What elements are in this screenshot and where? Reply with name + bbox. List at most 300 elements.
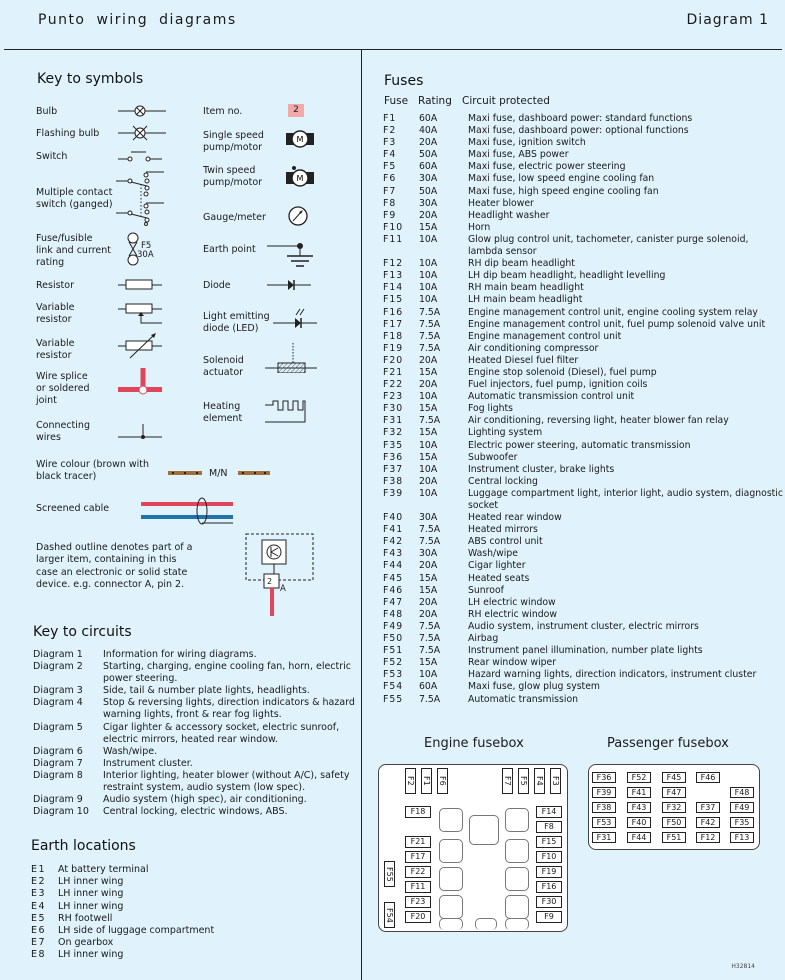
fuse-slot[interactable]: F23 [405, 896, 431, 908]
fuse-slot[interactable]: F36 [592, 772, 616, 783]
motor-icon [285, 129, 315, 149]
fuse-row [383, 331, 785, 343]
fuse-rating: 7.5A [419, 536, 441, 548]
variable-resistor-2-icon [118, 332, 164, 360]
symbol-label: Multiple contact switch (ganged) [36, 187, 113, 210]
fuse-slot[interactable]: F19 [536, 866, 562, 878]
fuse-id: F40 [383, 512, 404, 524]
fuse-circuit: Air conditioning compressor [468, 342, 599, 354]
fuse-slot[interactable]: F2 [405, 768, 416, 794]
fuse-rating: 15A [419, 657, 438, 669]
fuse-row [383, 488, 785, 512]
relay-socket-large [469, 815, 499, 845]
page-title: Punto wiring diagrams [38, 12, 237, 28]
fuse-row [383, 210, 785, 222]
earth-row: E8 LH inner wing [31, 949, 124, 961]
fuse-id: F42 [383, 536, 404, 548]
fuse-id: F32 [383, 427, 404, 439]
fuse-id: F49 [383, 620, 404, 632]
fuse-circuit: Headlight washer [468, 209, 550, 221]
fuse-row [383, 307, 785, 319]
fuse-circuit: Electric power steering, automatic transmission [468, 439, 691, 451]
fuse-rating: 10A [419, 282, 438, 294]
fuse-slot[interactable]: F41 [627, 787, 651, 798]
earth-row: E7 On gearbox [31, 937, 114, 949]
resistor-icon [118, 278, 162, 292]
fuse-rating: 7.5A [419, 633, 441, 645]
circuits-list [33, 649, 365, 818]
fuse-id: F23 [383, 391, 404, 403]
fuse-rating: 15A [419, 427, 438, 439]
circuit-row: Diagram 4 Stop & reversing lights, direction indicators & hazard warning lights, front & rear fog lights. [33, 697, 355, 721]
fuse-slot[interactable]: F48 [730, 787, 754, 798]
relay-socket [505, 918, 529, 930]
twin-motor-icon [285, 164, 315, 188]
fuse-slot[interactable]: F35 [730, 817, 754, 828]
symbol-label: Item no. [203, 106, 243, 117]
fuse-row [383, 560, 785, 572]
fuse-slot[interactable]: F15 [536, 836, 562, 848]
wire-splice-icon [118, 368, 164, 398]
fuse-row [383, 125, 785, 137]
fuse-rating: 50A [419, 149, 438, 161]
symbols-title: Key to symbols [37, 71, 144, 87]
fuse-rating: 30A [419, 197, 438, 209]
fuse-circuit: Engine management control unit, fuel pump solenoid valve unit [468, 318, 766, 330]
column-divider [361, 49, 362, 980]
fuse-slot[interactable]: F44 [627, 832, 651, 843]
fuse-row [383, 633, 785, 645]
fuse-rating: 7.5A [419, 306, 441, 318]
fuse-id: F19 [383, 342, 404, 354]
fuse-slot[interactable]: F31 [592, 832, 616, 843]
fuse-id: F36 [383, 451, 404, 463]
diode-icon [267, 278, 313, 292]
fuse-row [383, 657, 785, 669]
fuse-rating: 60A [419, 113, 438, 124]
fuse-row [383, 161, 785, 173]
fuse-id: F13 [383, 270, 404, 282]
fuse-circuit: Wash/wipe [468, 548, 518, 560]
fuse-circuit: Air conditioning, reversing light, heater blower fan relay [468, 415, 729, 427]
fuse-circuit: Engine management control unit, engine cooling system relay [468, 306, 758, 318]
fuse-slot[interactable]: F7 [502, 768, 513, 794]
fuse-circuit: Instrument panel illumination, number plate lights [468, 645, 703, 657]
earth-row: E4 LH inner wing [31, 900, 124, 912]
fuse-rating: 20A [419, 354, 438, 366]
fuse-row [383, 548, 785, 560]
fuse-rating: 7.5A [419, 620, 441, 632]
circuit-row: Diagram 9 Audio system (high spec), air conditioning. [33, 794, 307, 806]
fuse-rating: 10A [419, 270, 438, 282]
fuse-rating: 15A [419, 572, 438, 584]
fuse-rating: 10A [419, 294, 438, 306]
fuse-slot[interactable]: F46 [696, 772, 720, 783]
earth-row: E1 At battery terminal [31, 864, 149, 875]
symbol-label: Gauge/meter [203, 212, 266, 223]
fuse-circuit: Airbag [468, 633, 499, 645]
fuse-id: F3 [383, 137, 397, 149]
fuse-slot[interactable]: F54 [384, 902, 395, 928]
fuse-slot[interactable]: F55 [384, 861, 395, 887]
fuse-row [383, 694, 785, 706]
wire-colour-code: M/N [209, 468, 228, 479]
fuse-circuit: Maxi fuse, ABS power [468, 149, 569, 161]
fuse-row [383, 440, 785, 452]
relay-socket [505, 808, 529, 832]
svg-text:M: M [296, 135, 304, 144]
fuse-slot[interactable]: F3 [550, 768, 561, 794]
fuse-rating: 10A [419, 258, 438, 270]
fuse-slot[interactable]: F50 [662, 817, 686, 828]
fuse-rating: 7.5A [419, 330, 441, 342]
fuse-id: F31 [383, 415, 404, 427]
fuse-row [383, 585, 785, 597]
relay-socket [439, 895, 463, 919]
symbol-label: Variable resistor [36, 302, 75, 325]
fuse-id: F39 [383, 487, 404, 499]
fuse-circuit: Fog lights [468, 403, 514, 415]
symbol-label: Wire colour (brown with black tracer) [36, 459, 150, 482]
fuse-id: F53 [383, 669, 404, 681]
fuse-slot[interactable]: F17 [405, 851, 431, 863]
fuse-id: F52 [383, 657, 404, 669]
fuse-row [383, 355, 785, 367]
fuse-circuit: RH electric window [468, 608, 557, 620]
earth-title: Earth locations [31, 838, 136, 854]
fuse-rating: 15A [419, 451, 438, 463]
fuse-id: F7 [383, 185, 397, 197]
fuse-id: F50 [383, 633, 404, 645]
fuse-circuit: Audio system, instrument cluster, electric mirrors [468, 620, 699, 632]
fuse-id: F45 [383, 572, 404, 584]
fuse-row [383, 222, 785, 234]
circuits-title: Key to circuits [33, 624, 132, 640]
fuse-slot[interactable]: F4 [534, 768, 545, 794]
fuse-rating: 15A [419, 403, 438, 415]
dashed-outline-example-icon [244, 532, 316, 616]
fuse-rating: 50A [419, 185, 438, 197]
fuse-circuit: Heated rear window [468, 512, 562, 524]
fuses-title: Fuses [384, 73, 424, 89]
fuse-id: F46 [383, 584, 404, 596]
relay-socket [505, 895, 529, 919]
fuse-slot[interactable]: F5 [518, 768, 529, 794]
rating-col-header: Rating [418, 95, 452, 107]
relay-socket [439, 839, 463, 863]
relay-socket [505, 839, 529, 863]
fuse-id: F55 [383, 693, 404, 705]
fuse-id: F9 [383, 209, 397, 221]
fuse-rating: 20A [419, 596, 438, 608]
fuse-circuit: RH dip beam headlight [468, 258, 575, 270]
symbol-label: Flashing bulb [36, 128, 100, 139]
fuse-rating: 7.5A [419, 415, 441, 427]
earth-row: E2 LH inner wing [31, 876, 124, 888]
fuse-rating: 20A [419, 475, 438, 487]
flashing-bulb-icon [118, 125, 166, 141]
symbol-label: Connecting wires [36, 420, 90, 443]
heating-element-icon [265, 400, 307, 426]
circuit-col-header: Circuit protected [462, 95, 550, 107]
fuse-slot[interactable]: F42 [696, 817, 720, 828]
fuse-circuit: RH main beam headlight [468, 282, 584, 294]
fuse-slot[interactable]: F21 [405, 836, 431, 848]
fuse-row [383, 597, 785, 609]
fuse-slot[interactable]: F8 [536, 821, 562, 833]
fuse-row [383, 186, 785, 198]
fuse-slot[interactable]: F1 [421, 768, 432, 794]
fuse-slot[interactable]: F49 [730, 802, 754, 813]
fuse-slot[interactable]: F30 [536, 896, 562, 908]
fuse-slot[interactable]: F18 [405, 806, 431, 818]
earth-row: E6 LH side of luggage compartment [31, 925, 215, 937]
fuse-id: F8 [383, 197, 397, 209]
fuse-col-header: Fuse [384, 95, 409, 107]
fuse-slot[interactable]: F10 [536, 851, 562, 863]
fuse-id: F21 [383, 366, 404, 378]
item-number-badge: 2 [288, 104, 304, 117]
fuse-table [383, 113, 785, 706]
earth-list [31, 864, 214, 962]
fuse-row [383, 234, 785, 258]
relay-socket [439, 867, 463, 891]
fuse-rating: 30A [419, 173, 438, 185]
fuse-id: F16 [383, 306, 404, 318]
fuse-rating: 60A [419, 161, 438, 173]
fuse-slot[interactable]: F20 [405, 911, 431, 923]
fuse-circuit: Maxi fuse, glow plug system [468, 681, 600, 693]
fuse-row [383, 173, 785, 185]
fuse-slot[interactable]: F11 [405, 881, 431, 893]
earth-row: E5 RH footwell [31, 912, 113, 924]
symbol-label: Light emitting diode (LED) [203, 311, 270, 334]
symbol-label: Twin speed pump/motor [203, 165, 263, 188]
fuse-circuit: ABS control unit [468, 536, 543, 548]
symbol-label: Switch [36, 151, 68, 162]
fuse-slot[interactable]: F6 [437, 768, 448, 794]
fuse-row [383, 669, 785, 681]
fuse-id: F37 [383, 463, 404, 475]
connector-pin: 2 [267, 577, 273, 586]
fuse-slot[interactable]: F37 [696, 802, 720, 813]
fuse-rating: 60A [419, 681, 438, 693]
fuse-rating: 30A [137, 250, 154, 260]
fuse-circuit: Maxi fuse, ignition switch [468, 137, 586, 149]
fuse-rating: 7.5A [419, 342, 441, 354]
fuse-circuit: Engine management control unit [468, 330, 622, 342]
fuse-id: F1 [383, 113, 397, 124]
variable-resistor-icon [118, 302, 164, 326]
fuse-row [383, 367, 785, 379]
fuse-rating: 7.5A [419, 693, 441, 705]
fuse-slot[interactable]: F45 [662, 772, 686, 783]
fuse-id: F30 [383, 403, 404, 415]
relay-socket [475, 918, 497, 930]
fuse-row [383, 573, 785, 585]
fuse-rating: 7.5A [419, 318, 441, 330]
earth-row: E3 LH inner wing [31, 888, 124, 900]
fuse-rating: 15A [419, 221, 438, 233]
symbol-label: Solenoid actuator [203, 355, 244, 378]
fuse-circuit: Subwoofer [468, 451, 518, 463]
fuse-circuit: Maxi fuse, electric power steering [468, 161, 626, 173]
fuse-slot[interactable]: F51 [662, 832, 686, 843]
fuse-circuit: Heated seats [468, 572, 530, 584]
fuse-rating: 7.5A [419, 524, 441, 536]
fuse-circuit: Maxi fuse, high speed engine cooling fan [468, 185, 659, 197]
fuse-circuit: Luggage compartment light, interior light, audio system, diagnostic socket [468, 487, 783, 511]
fuse-circuit: Sunroof [468, 584, 504, 596]
fuse-id: F14 [383, 282, 404, 294]
fuse-row [383, 512, 785, 524]
fuse-id: F38 [383, 475, 404, 487]
fuse-circuit: Instrument cluster, brake lights [468, 463, 615, 475]
fuse-slot[interactable]: F47 [662, 787, 686, 798]
symbol-label: Variable resistor [36, 338, 75, 361]
fuse-rating: 20A [419, 379, 438, 391]
connecting-wires-icon [118, 422, 164, 442]
fuse-row [383, 536, 785, 548]
fuse-slot[interactable]: F22 [405, 866, 431, 878]
fuse-slot[interactable]: F9 [536, 911, 562, 923]
symbol-label: Fuse/fusible link and current rating [36, 233, 111, 268]
fuse-slot[interactable]: F38 [592, 802, 616, 813]
header-divider [4, 49, 782, 50]
fuse-row [383, 621, 785, 633]
fuse-circuit: Central locking [468, 475, 538, 487]
fuse-row [383, 113, 785, 125]
dashed-outline-note: Dashed outline denotes part of a larger item, containing in this case an electronic or solid state device. e.g. connector A, pin 2. [36, 542, 193, 590]
fuse-rating: 7.5A [419, 645, 441, 657]
fuse-row [383, 258, 785, 270]
fuse-circuit: LH main beam headlight [468, 294, 583, 306]
relay-socket [505, 867, 529, 891]
fuse-slot[interactable]: F40 [627, 817, 651, 828]
fuse-rating: 30A [419, 548, 438, 560]
fuse-id: F43 [383, 548, 404, 560]
symbol-label: Resistor [36, 280, 74, 291]
fuse-circuit: Automatic transmission control unit [468, 391, 635, 403]
figure-code: H32814 [731, 963, 755, 970]
led-icon [273, 306, 319, 330]
fuse-circuit: LH electric window [468, 596, 556, 608]
fuse-rating: 40A [419, 125, 438, 137]
fuse-slot[interactable]: F32 [662, 802, 686, 813]
fuse-slot[interactable]: F43 [627, 802, 651, 813]
fuse-row [383, 415, 785, 427]
fuse-row [383, 282, 785, 294]
fuse-row [383, 464, 785, 476]
fuse-id: F12 [383, 258, 404, 270]
fuse-row [383, 319, 785, 331]
fuse-id: F51 [383, 645, 404, 657]
fuse-circuit: Maxi fuse, dashboard power: standard functions [468, 113, 693, 124]
fuse-id: F5 [383, 161, 397, 173]
fuse-circuit: Engine stop solenoid (Diesel), fuel pump [468, 366, 657, 378]
circuit-row: Diagram 2 Starting, charging, engine cooling fan, horn, electric power steering. [33, 661, 352, 685]
symbol-label: Screened cable [36, 503, 110, 514]
fuse-circuit: Horn [468, 221, 491, 233]
circuit-row: Diagram 6 Wash/wipe. [33, 745, 158, 757]
fuse-circuit: Heated mirrors [468, 524, 538, 536]
fuse-id: F44 [383, 560, 404, 572]
fuse-circuit: Lighting system [468, 427, 543, 439]
fuse-slot[interactable]: F14 [536, 806, 562, 818]
fuse-id: F4 [383, 149, 397, 161]
fuse-row [383, 476, 785, 488]
fuse-id: F48 [383, 608, 404, 620]
fuse-id: F2 [383, 125, 397, 137]
relay-socket [439, 918, 463, 930]
fuse-rating: 10A [419, 487, 438, 499]
fuse-id: F10 [383, 221, 404, 233]
fuse-rating: 20A [419, 608, 438, 620]
fuse-id: F54 [383, 681, 404, 693]
fuse-row [383, 137, 785, 149]
fuse-slot[interactable]: F13 [730, 832, 754, 843]
fuse-slot[interactable]: F12 [696, 832, 720, 843]
fuse-circuit: Cigar lighter [468, 560, 526, 572]
circuit-row: Diagram 10 Central locking, electric windows, ABS. [33, 806, 288, 818]
fuse-row [383, 379, 785, 391]
screened-cable-icon [140, 496, 236, 526]
fuse-rating: 30A [419, 512, 438, 524]
fuse-rating: 10A [419, 233, 438, 245]
symbol-label: Heating element [203, 401, 243, 424]
fuse-slot[interactable]: F16 [536, 881, 562, 893]
fuse-circuit: Heated Diesel fuel filter [468, 354, 579, 366]
fuse-row [383, 149, 785, 161]
symbol-label: Earth point [203, 244, 256, 255]
fuse-icon [126, 232, 142, 266]
circuit-row: Diagram 1 Information for wiring diagrams. [33, 649, 257, 660]
solenoid-icon [265, 343, 319, 373]
fuse-row [383, 198, 785, 210]
fuse-circuit: Automatic transmission [468, 693, 579, 705]
symbol-label: Wire splice or soldered joint [36, 371, 90, 406]
passenger-fusebox-title: Passenger fusebox [607, 736, 729, 751]
symbol-label: Bulb [36, 106, 58, 117]
fuse-slot[interactable]: F53 [592, 817, 616, 828]
fuse-slot[interactable]: F52 [627, 772, 651, 783]
fuse-row [383, 403, 785, 415]
fuse-rating: 10A [419, 391, 438, 403]
fuse-rating: 15A [419, 366, 438, 378]
engine-fusebox-title: Engine fusebox [424, 736, 524, 751]
fuse-id: F20 [383, 354, 404, 366]
fuse-id: F22 [383, 379, 404, 391]
circuit-row: Diagram 8 Interior lighting, heater blower (without A/C), safety restraint system, audio system (low spec). [33, 769, 350, 794]
switch-icon [118, 149, 162, 163]
fuse-id: F41 [383, 524, 404, 536]
fuse-id: F18 [383, 330, 404, 342]
circuit-row: Diagram 5 Cigar lighter & accessory socket, electric sunroof, electric mirrors, heated rear window. [33, 721, 340, 745]
symbol-label: Single speed pump/motor [203, 130, 264, 153]
fuse-row [383, 270, 785, 282]
fuse-row [383, 645, 785, 657]
fuse-row [383, 524, 785, 536]
fuse-rating: 20A [419, 560, 438, 572]
diagram-number: Diagram 1 [686, 12, 769, 28]
fuse-id: F11 [383, 233, 404, 245]
fuse-rating: 15A [419, 584, 438, 596]
svg-text:M: M [296, 174, 304, 183]
fuse-circuit: Maxi fuse, low speed engine cooling fan [468, 173, 655, 185]
fuse-circuit: Glow plug control unit, tachometer, canister purge solenoid, lambda sensor [468, 233, 749, 258]
fuse-slot[interactable]: F39 [592, 787, 616, 798]
circuit-row: Diagram 3 Side, tail & number plate lights, headlights. [33, 685, 310, 697]
